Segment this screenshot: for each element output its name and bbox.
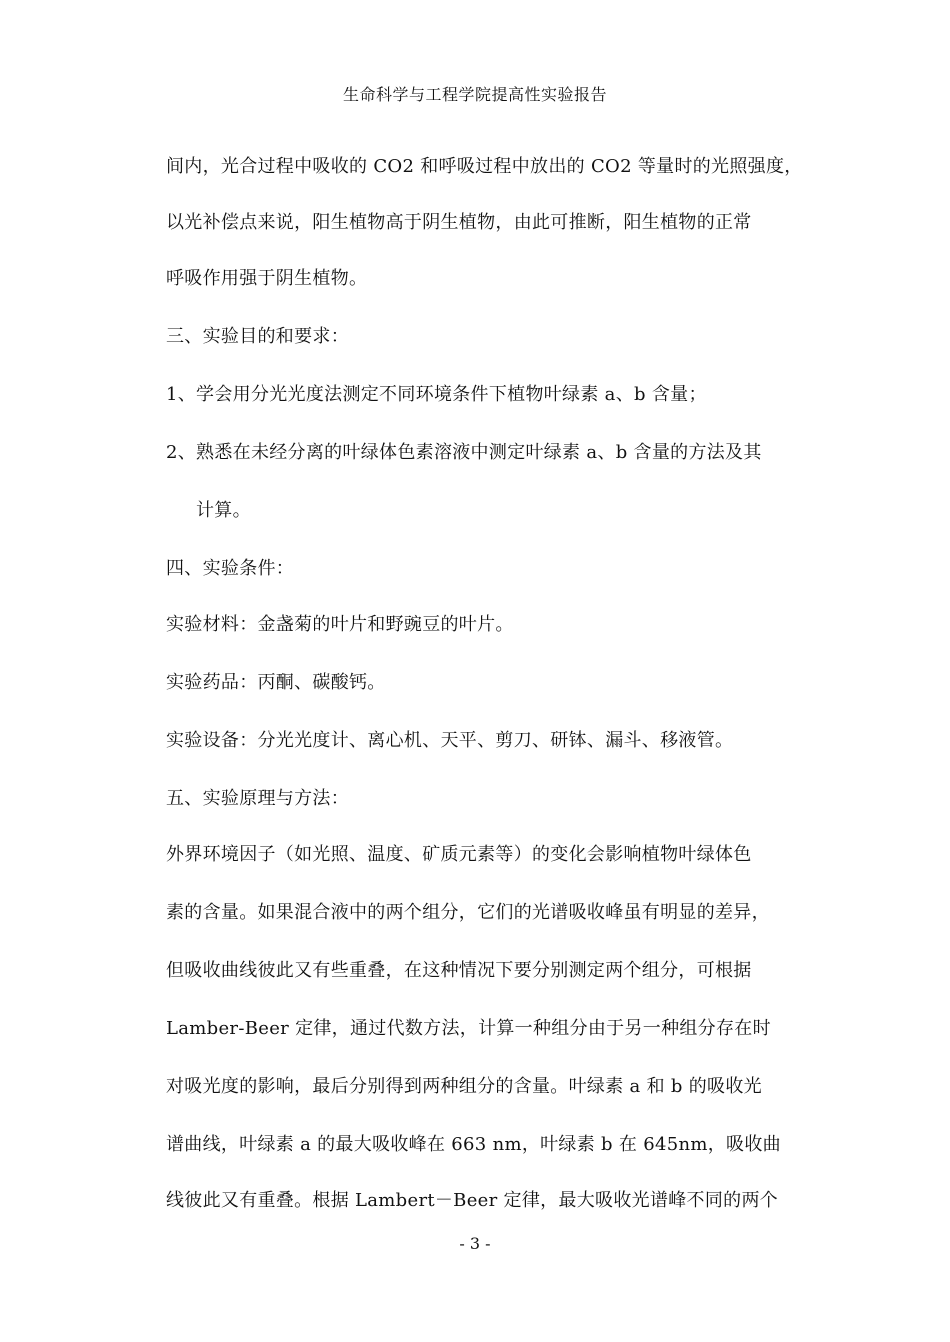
text-line: 实验药品：丙酮、碳酸钙。 xyxy=(166,672,386,693)
text-line: 对吸光度的影响，最后分别得到两种组分的含量。叶绿素 a 和 b 的吸收光 xyxy=(166,1076,762,1097)
text-line: 间内，光合过程中吸收的 CO2 和呼吸过程中放出的 CO2 等量时的光照强度， xyxy=(166,156,803,177)
text-line: 线彼此又有重叠。根据 Lambert－Beer 定律，最大吸收光谱峰不同的两个 xyxy=(166,1190,779,1211)
list-item: 1、学会用分光光度法测定不同环境条件下植物叶绿素 a、b 含量； xyxy=(166,384,707,405)
text-line: 实验设备：分光光度计、离心机、天平、剪刀、研钵、漏斗、移液管。 xyxy=(166,730,734,751)
text-line: 谱曲线，叶绿素 a 的最大吸收峰在 663 nm，叶绿素 b 在 645nm，吸收曲 xyxy=(166,1134,781,1155)
section-heading: 三、实验目的和要求： xyxy=(166,326,349,347)
list-item: 2、熟悉在未经分离的叶绿体色素溶液中测定叶绿素 a、b 含量的方法及其 xyxy=(166,442,762,463)
list-item-continuation: 计算。 xyxy=(196,500,251,521)
text-line: 以光补偿点来说，阳生植物高于阴生植物，由此可推断，阳生植物的正常 xyxy=(166,212,752,233)
page-number: - 3 - xyxy=(459,1234,491,1253)
text-line: 外界环境因子（如光照、温度、矿质元素等）的变化会影响植物叶绿体色 xyxy=(166,844,752,865)
text-line: Lamber-Beer 定律，通过代数方法，计算一种组分由于另一种组分存在时 xyxy=(166,1018,771,1039)
section-heading: 五、实验原理与方法： xyxy=(166,788,349,809)
text-line: 但吸收曲线彼此又有些重叠，在这种情况下要分别测定两个组分，可根据 xyxy=(166,960,752,981)
page-header: 生命科学与工程学院提高性实验报告 xyxy=(342,85,607,104)
text-line: 实验材料：金盏菊的叶片和野豌豆的叶片。 xyxy=(166,614,514,635)
text-line: 素的含量。如果混合液中的两个组分，它们的光谱吸收峰虽有明显的差异， xyxy=(166,902,770,923)
section-heading: 四、实验条件： xyxy=(166,558,295,579)
text-line: 呼吸作用强于阴生植物。 xyxy=(166,268,368,289)
